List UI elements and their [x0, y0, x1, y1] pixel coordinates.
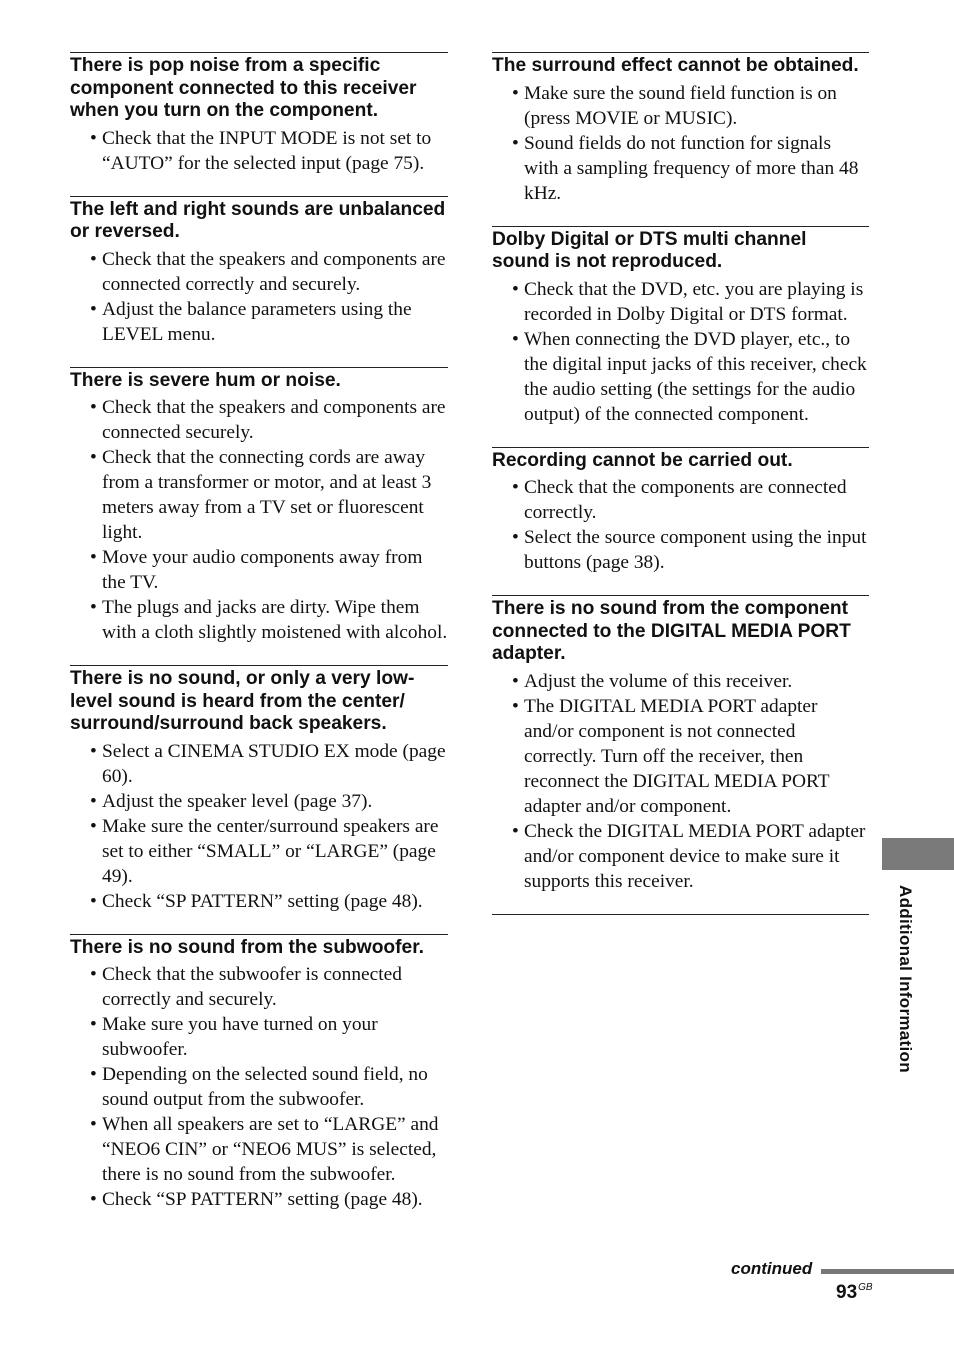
- section-heading: There is pop noise from a specific component connected to this receiver when you turn on the component.: [70, 55, 417, 121]
- list-item: • Adjust the speaker level (page 37).: [70, 789, 448, 814]
- item-list: [492, 475, 869, 575]
- troubleshooting-section: [492, 595, 869, 894]
- section-heading: The left and right sounds are unbalanced or reversed.: [70, 198, 446, 242]
- list-item: • Adjust the balance parameters using the LEVEL menu.: [70, 297, 448, 347]
- continued-label: continued: [731, 1259, 813, 1278]
- troubleshooting-section: [70, 52, 448, 176]
- list-item: • Check that the DVD, etc. you are playing is recorded in Dolby Digital or DTS format.: [492, 277, 869, 327]
- list-item: • Make sure the sound field function is on (press MOVIE or MUSIC).: [492, 81, 869, 131]
- item-list: [70, 395, 448, 645]
- section-heading: Dolby Digital or DTS multi channel sound is not reproduced.: [492, 228, 807, 272]
- list-item: • The DIGITAL MEDIA PORT adapter and/or component is not connected correctly. Turn off the receiver, then reconnect the DIGITAL MEDIA PORT adapter and/or component.: [492, 694, 869, 819]
- list-item: • Check “SP PATTERN” setting (page 48).: [70, 889, 448, 914]
- list-item: • Select a CINEMA STUDIO EX mode (page 60).: [70, 739, 448, 789]
- page-number-value: 93: [836, 1282, 858, 1303]
- troubleshooting-section: [70, 665, 448, 914]
- list-item: • Check that the connecting cords are away from a transformer or motor, and at least 3 meters away from a TV set or fluorescent light.: [70, 445, 448, 545]
- troubleshooting-section: [70, 196, 448, 347]
- section-heading: There is no sound, or only a very low-level sound is heard from the center/ surround/surround back speakers.: [70, 668, 415, 734]
- list-item: • The plugs and jacks are dirty. Wipe them with a cloth slightly moistened with alcohol.: [70, 595, 448, 645]
- item-list: [70, 962, 448, 1212]
- troubleshooting-section: [492, 226, 869, 427]
- list-item: • Make sure you have turned on your subwoofer.: [70, 1012, 448, 1062]
- item-list: [70, 739, 448, 914]
- list-item: • Sound fields do not function for signals with a sampling frequency of more than 48 kHz.: [492, 131, 869, 206]
- section-heading: Recording cannot be carried out.: [492, 449, 793, 471]
- section-end-rule: [492, 914, 869, 915]
- troubleshooting-section: [70, 934, 448, 1213]
- section-heading: There is no sound from the subwoofer.: [70, 936, 424, 958]
- list-item: • Check that the components are connected correctly.: [492, 475, 869, 525]
- troubleshooting-section: [492, 447, 869, 576]
- item-list: [492, 277, 869, 427]
- list-item: • Check that the subwoofer is connected correctly and securely.: [70, 962, 448, 1012]
- left-column: [70, 52, 448, 1232]
- list-item: • Check the DIGITAL MEDIA PORT adapter and/or component device to make sure it supports this receiver.: [492, 819, 869, 894]
- list-item: • Check that the INPUT MODE is not set to “AUTO” for the selected input (page 75).: [70, 126, 448, 176]
- section-heading: There is no sound from the component connected to the DIGITAL MEDIA PORT adapter.: [492, 598, 851, 664]
- chapter-tab-label: Additional Information: [896, 885, 915, 1073]
- page-number-suffix: GB: [858, 1282, 873, 1293]
- list-item: • When all speakers are set to “LARGE” and “NEO6 CIN” or “NEO6 MUS” is selected, there is no sound from the subwoofer.: [70, 1112, 448, 1187]
- list-item: • When connecting the DVD player, etc., to the digital input jacks of this receiver, check the audio setting (the settings for the audio output) of the connected component.: [492, 327, 869, 427]
- list-item: • Select the source component using the input buttons (page 38).: [492, 525, 869, 575]
- troubleshooting-section: [70, 367, 448, 646]
- continued-bar: [821, 1269, 954, 1274]
- item-list: [492, 669, 869, 894]
- troubleshooting-section: [492, 52, 869, 206]
- section-heading: There is severe hum or noise.: [70, 369, 341, 391]
- list-item: • Check that the speakers and components are connected correctly and securely.: [70, 247, 448, 297]
- list-item: • Move your audio components away from the TV.: [70, 545, 448, 595]
- list-item: • Check that the speakers and components are connected securely.: [70, 395, 448, 445]
- right-column: [492, 52, 869, 915]
- list-item: • Check “SP PATTERN” setting (page 48).: [70, 1187, 448, 1212]
- item-list: [70, 247, 448, 347]
- list-item: • Make sure the center/surround speakers are set to either “SMALL” or “LARGE” (page 49).: [70, 814, 448, 889]
- list-item: • Depending on the selected sound field, no sound output from the subwoofer.: [70, 1062, 448, 1112]
- item-list: [492, 81, 869, 206]
- section-heading: The surround effect cannot be obtained.: [492, 55, 859, 76]
- list-item: • Adjust the volume of this receiver.: [492, 669, 869, 694]
- page-number: [836, 1282, 873, 1304]
- item-list: [70, 126, 448, 176]
- chapter-tab-marker: [882, 838, 954, 870]
